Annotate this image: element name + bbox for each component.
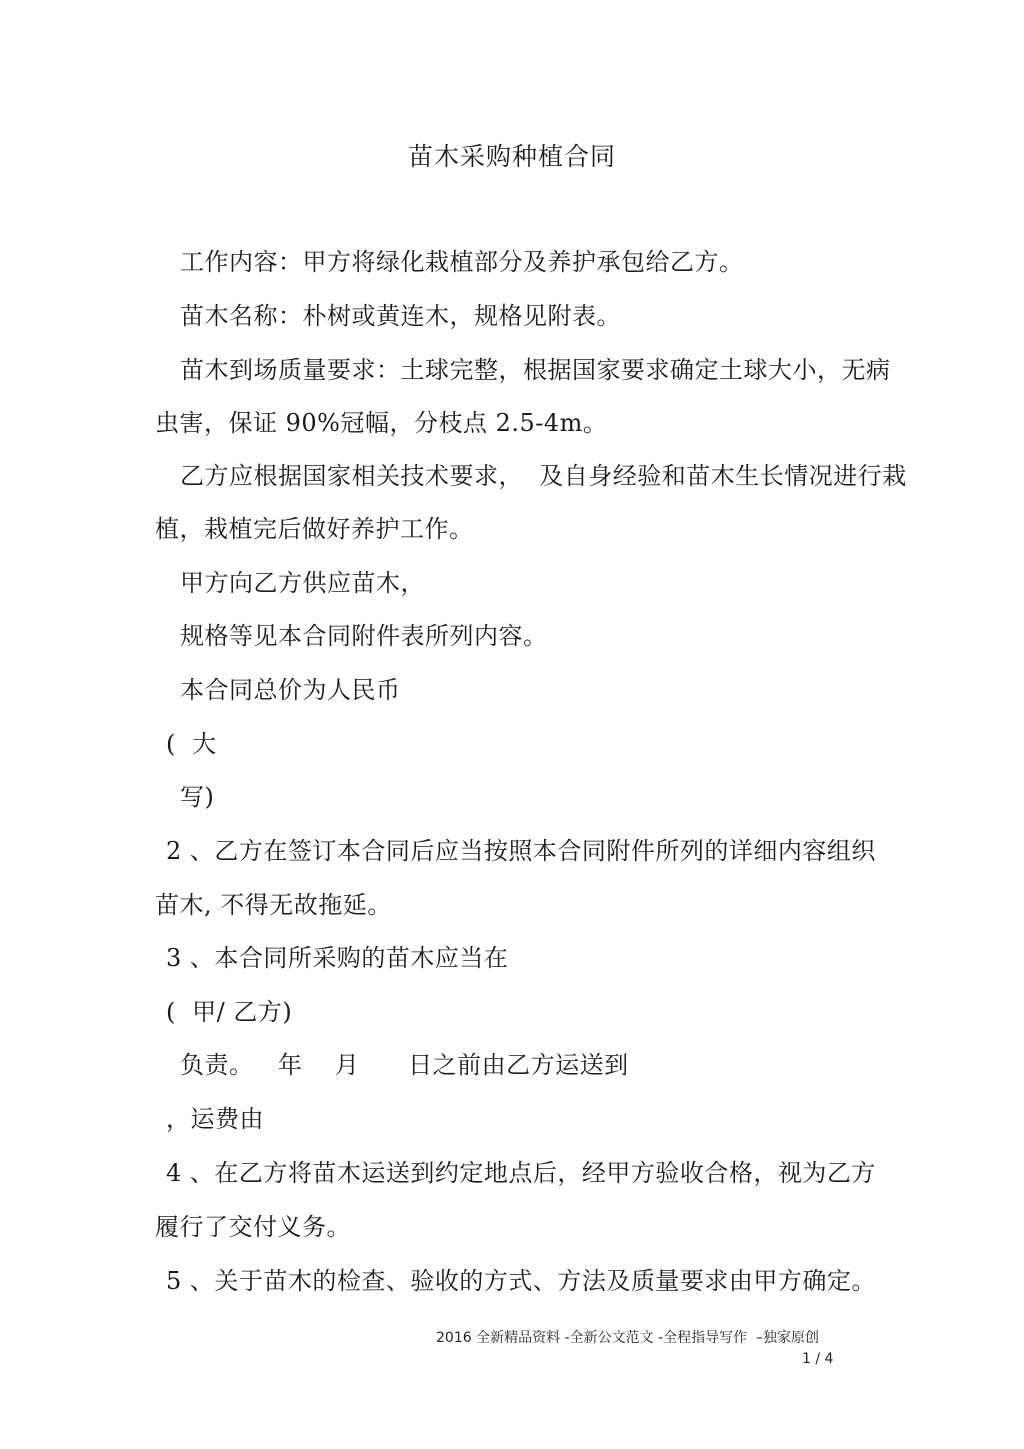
body-line-4: 虫害，保证 90%冠幅，分枝点 2.5-4m。 <box>155 409 608 437</box>
body-line-15: ( 甲/ 乙方) <box>166 998 293 1026</box>
body-line-16: 负责。 年 月 日之前由乙方运送到 <box>180 1051 629 1079</box>
page-title: 苗木采购种植合同 <box>407 142 616 171</box>
body-line-11: 写) <box>180 783 215 811</box>
body-line-1: 工作内容：甲方将绿化栽植部分及养护承包给乙方。 <box>180 248 744 276</box>
body-line-20: 5 、关于苗木的检查、验收的方式、方法及质量要求由甲方确定。 <box>166 1267 876 1295</box>
body-line-2: 苗木名称：朴树或黄连木，规格见附表。 <box>180 302 621 330</box>
body-line-6: 植，栽植完后做好养护工作。 <box>155 515 474 543</box>
body-line-13: 苗木, 不得无故拖延。 <box>155 891 392 919</box>
body-line-17: ，运费由 <box>166 1105 264 1133</box>
page-number: 1 / 4 <box>802 1351 834 1367</box>
body-line-10: ( 大 <box>166 730 217 758</box>
body-line-5: 乙方应根据国家相关技术要求， 及自身经验和苗木生长情况进行栽 <box>180 462 907 490</box>
body-line-9: 本合同总价为人民币 <box>180 676 401 704</box>
body-line-19: 履行了交付义务。 <box>155 1213 351 1241</box>
body-line-8: 规格等见本合同附件表所列内容。 <box>180 622 548 650</box>
footer-text: 2016 全新精品资料 -全新公文范文 -全程指导写作 –独家原创 <box>436 1330 819 1346</box>
body-line-14: 3 、本合同所采购的苗木应当在 <box>166 944 509 972</box>
body-line-7: 甲方向乙方供应苗木， <box>180 569 425 597</box>
body-line-12: 2 、乙方在签订本合同后应当按照本合同附件所列的详细内容组织 <box>166 837 876 865</box>
body-line-3: 苗木到场质量要求：土球完整，根据国家要求确定土球大小，无病 <box>180 356 891 384</box>
body-line-18: 4 、在乙方将苗木运送到约定地点后，经甲方验收合格，视为乙方 <box>166 1159 876 1187</box>
